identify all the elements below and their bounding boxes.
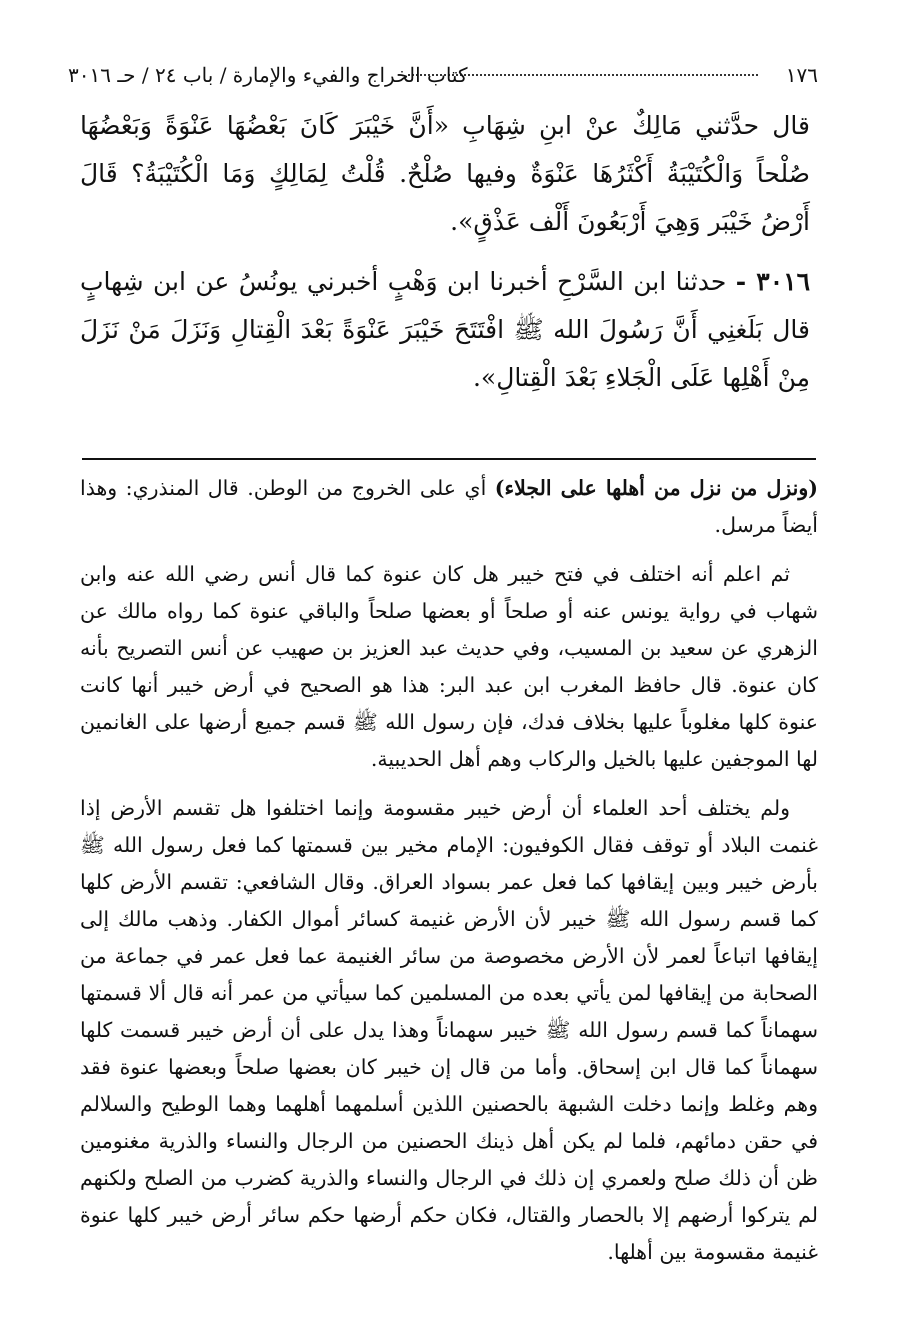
commentary-quote: (ونزل من نزل من أهلها على الجلاء) <box>494 476 818 500</box>
running-title: كتاب الخراج والفيء والإمارة / باب ٢٤ / حـ ٣٠١٦ <box>68 63 468 87</box>
hadith-text <box>80 102 810 414</box>
commentary-paragraph <box>80 556 818 778</box>
hadith-number: ٣٠١٦ - <box>735 267 810 296</box>
page-number: ١٧٦ <box>785 63 818 87</box>
hadith-body: حدثنا ابن السَّرْحِ أخبرنا ابن وَهْبٍ أخبرني يونُسُ عن ابن شِهابٍ قال بَلَغنِي أَنَّ رَسُولَ الله ﷺ افْتَتَحَ خَيْبَرَ عَنْوَةً بَعْدَ الْقِتالِ وَنَزَلَ مَنْ نَزَلَ مِنْ أَهْلِها عَلَى الْجَلاءِ بَعْدَ الْقِتالِ». <box>80 267 810 392</box>
commentary-paragraph <box>80 790 818 1271</box>
commentary-text: ولم يختلف أحد العلماء أن أرض خيبر مقسومة وإنما اختلفوا هل تقسم الأرض إذا غنمت البلاد أو توقف فقال الكوفيون: الإمام مخير بين قسمتها كما فعل رسول الله ﷺ بأرض خيبر وبين إيقافها كما فعل عمر بسواد العراق. وقال الشافعي: تقسم الأرض كلها كما قسم رسول الله ﷺ خيبر لأن الأرض غنيمة كسائر أموال الكفار. وذهب مالك إلى إيقافها اتباعاً لعمر لأن الأرض مخصوصة من سائر الغنيمة عما فعل عمر في جماعة من الصحابة من إيقافها لمن يأتي بعده من المسلمين كما سيأتي من عمر أنه قال ألا قسمتها سهماناً كما قسم رسول الله ﷺ خيبر سهماناً وهذا يدل على أن أرض خيبر قسمت كلها سهماناً كما قال ابن إسحاق. وأما من قال إن خيبر كان بعضها صلحاً وبعضها عنوة فقد وهم وغلط وإنما دخلت الشبهة بالحصنين اللذين أسلمهما أهلهما وهما الوطيح والسلالم في حقن دمائهم، فلما لم يكن أهل ذينك الحصنين من الرجال والنساء والذرية مغنومين ظن أن ذلك صلح ولعمري إن ذلك في الرجال والنساء والذرية كضرب من الصلح ولكنهم لم يتركوا أرضهم إلا بالحصار والقتال، فكان حكم أرضها حكم سائر أرض خيبر كلها عنوة غنيمة مقسومة بين أهلها. <box>80 796 818 1264</box>
page-header <box>68 58 818 92</box>
hadith-paragraph: قال حدَّثني مَالِكٌ عنْ ابنِ شِهَابِ «أَنَّ خَيْبَرَ كَانَ بَعْضُهَا عَنْوَةً وَبَعْضُهَا صُلْحاً وَالْكُتَيْبَةُ أَكْثَرُهَا عَنْوَةٌ وفيها صُلْحٌ. قُلْتُ لِمَالِكٍ وَمَا الْكُتَيْبَةُ؟ قَالَ أَرْضُ خَيْبَر وَهِيَ أَرْبَعُونَ أَلْف عَذْقٍ». <box>80 111 810 236</box>
commentary <box>80 470 818 1283</box>
commentary-text: ثم اعلم أنه اختلف في فتح خيبر هل كان عنوة كما قال أنس رضي الله عنه وابن شهاب في رواية يونس عنه أو صلحاً أو بعضها صلحاً والباقي عنوة كما رواه مالك عن الزهري عن سعيد بن المسيب، وفي حديث عبد العزيز بن صهيب عن أنس التصريح بأنه كان عنوة. قال حافظ المغرب ابن عبد البر: هذا هو الصحيح في أرض خيبر أنها كانت عنوة كلها مغلوباً عليها بخلاف فدك، فإن رسول الله ﷺ قسم جميع أرضها على الغانمين لها الموجفين عليها بالخيل والركاب وهم أهل الحديبية. <box>80 562 818 771</box>
commentary-paragraph <box>80 470 818 544</box>
hadith-paragraph <box>80 258 810 402</box>
commentary-text: أي على الخروج من الوطن. قال المنذري: وهذا أيضاً مرسل. <box>80 476 818 537</box>
footnote-divider <box>82 458 816 460</box>
